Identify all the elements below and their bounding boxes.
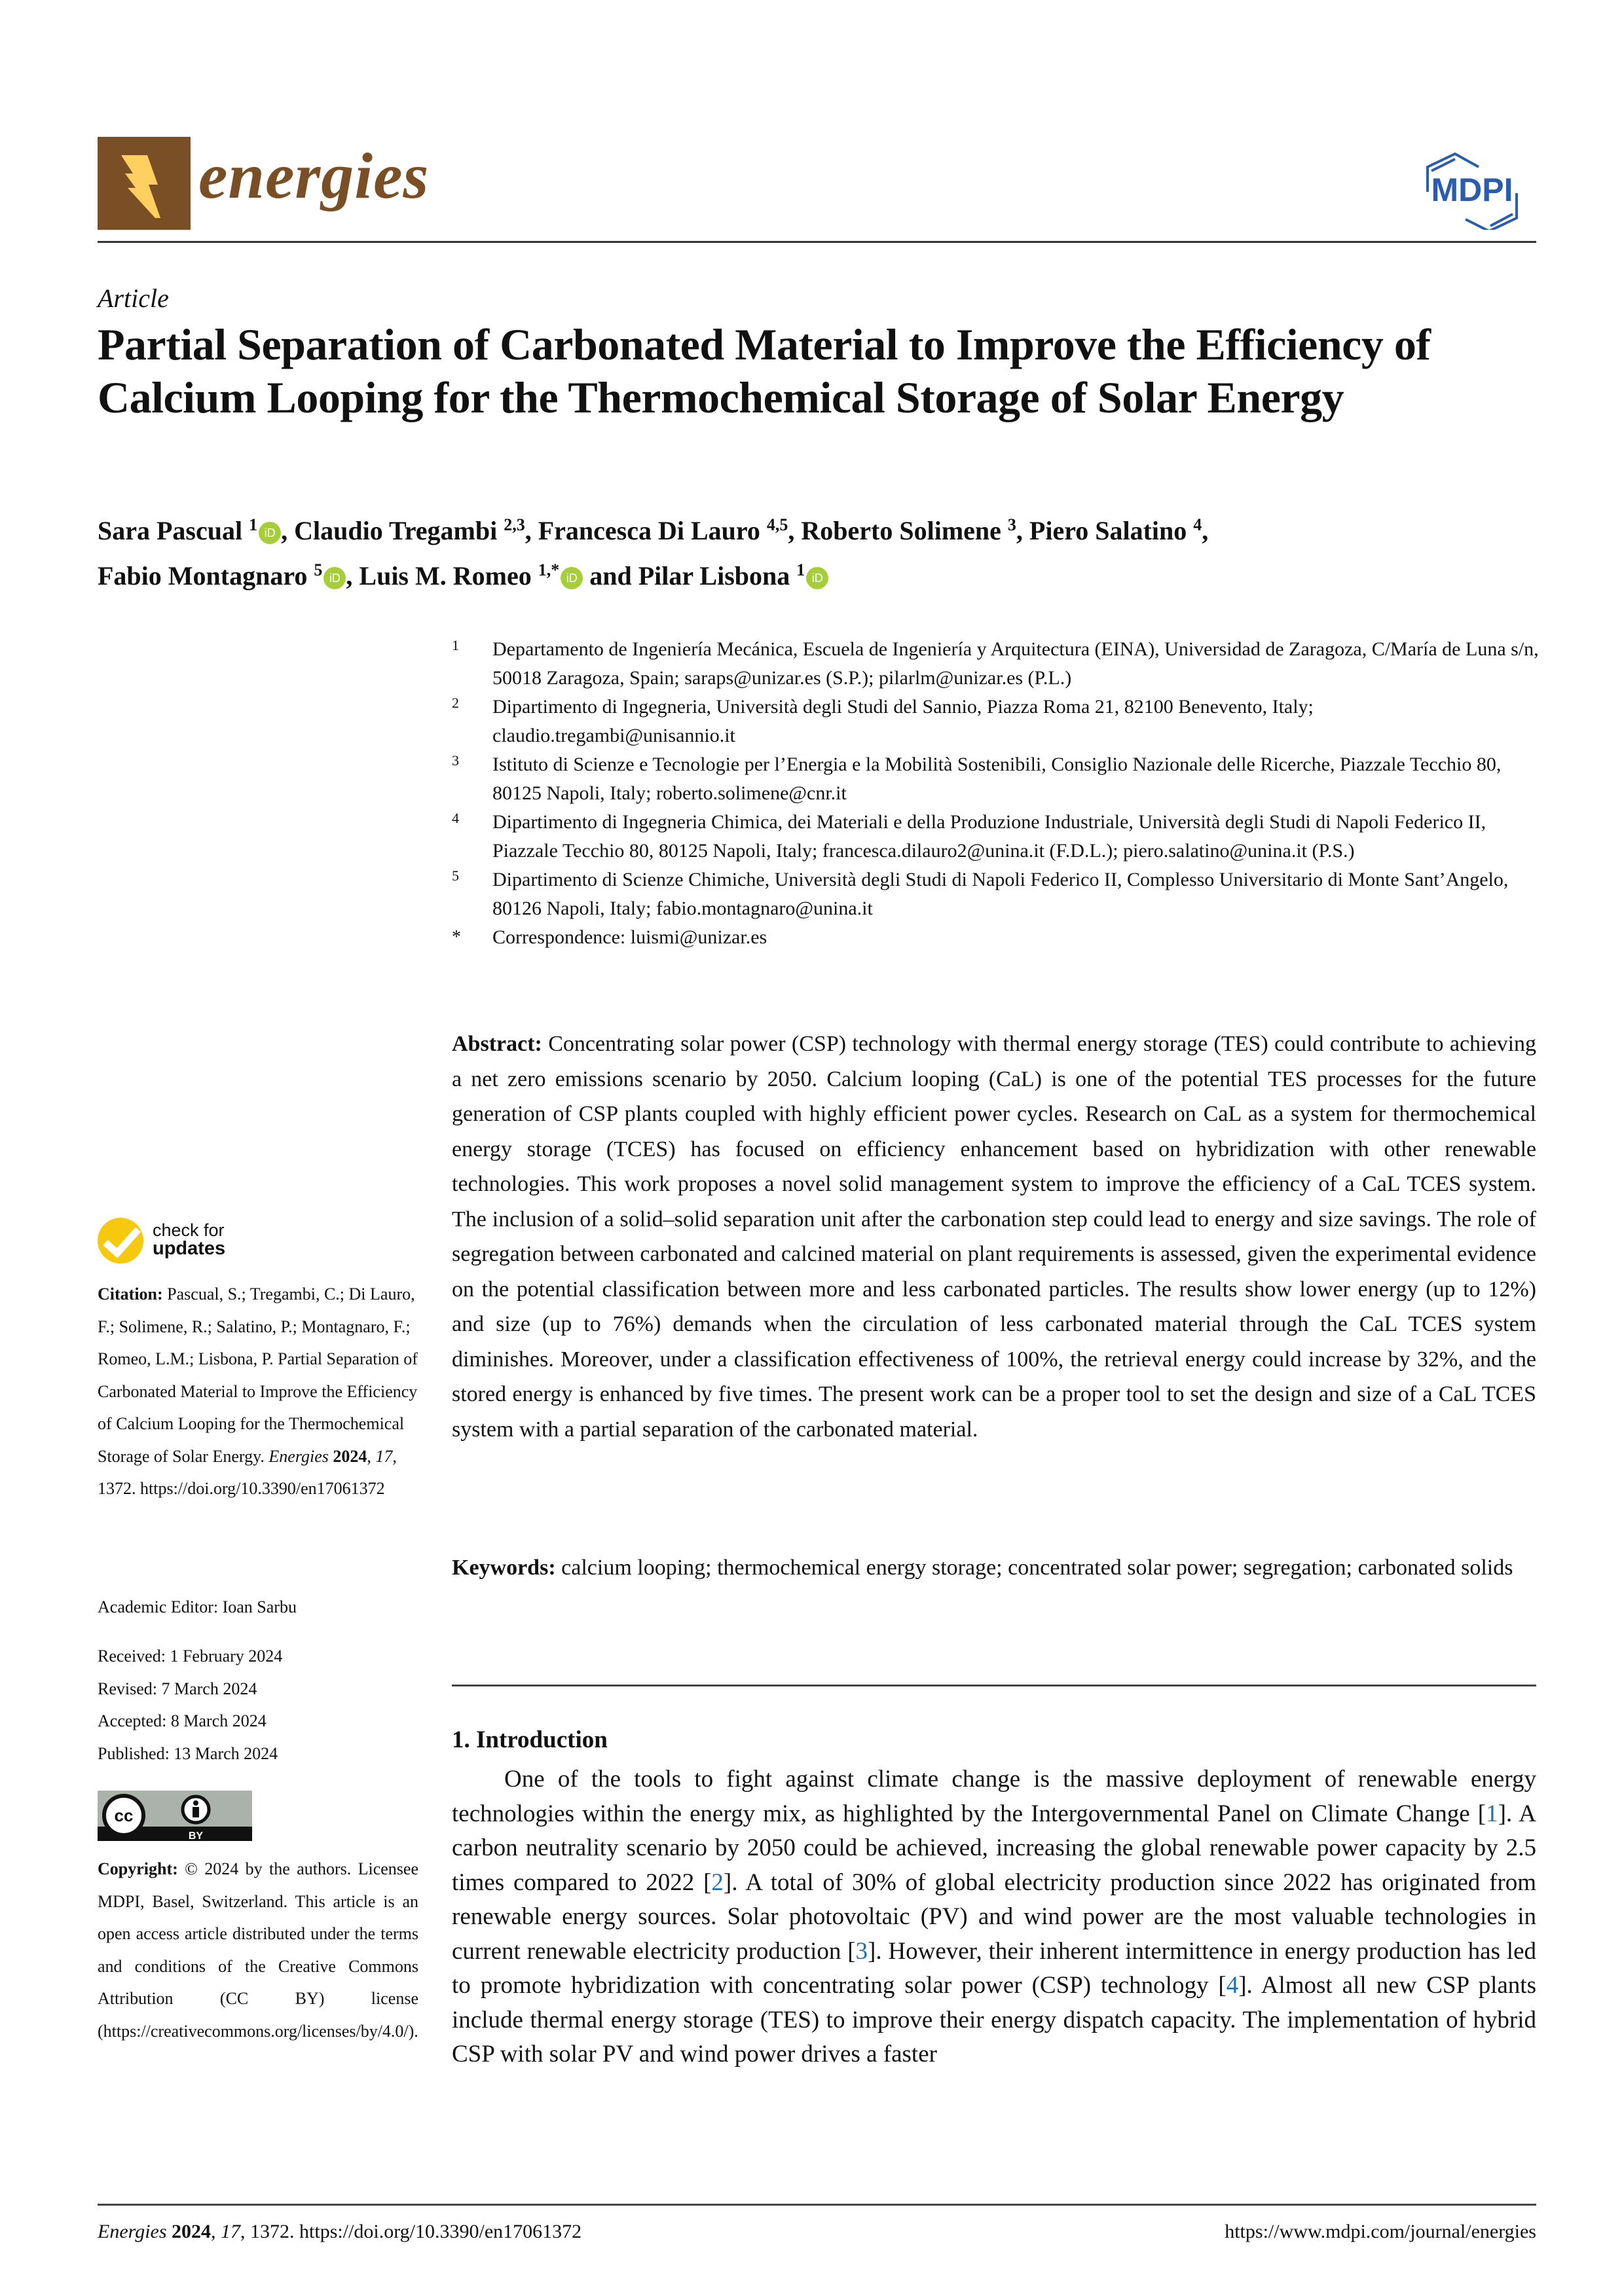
- author-affiliation-sup: 3: [1007, 515, 1016, 534]
- svg-text:BY: BY: [188, 1831, 204, 1841]
- introduction-paragraph: One of the tools to fight against climate change is the massive deployment of renewable energy technologies within the energy mix, as highlighted by the Intergovernmental Panel on Climate Change [1]. A carbon neutrality scenario by 2050 could be achieved, increasing the global renewable power capacity by 2.5 times compared to 2022 [2]. A total of 30% of global electricity production since 2022 has originated from renewable energy sources. Solar photovoltaic (PV) and wind power are the most valuable technologies in current renewable electricity production [3]. However, their inherent intermittence in energy production has led to promote hybridization with concentrating solar power (CSP) technology [4]. Almost all new CSP plants include thermal energy storage (TES) to improve their energy dispatch capacity. The implementation of hybrid CSP with solar PV and wind power drives a faster: [452, 1766, 1536, 2068]
- check-for-updates-badge[interactable]: [98, 1218, 294, 1270]
- citation-label: Citation:: [98, 1285, 163, 1303]
- affiliation-item: [452, 923, 1539, 952]
- section-divider: [452, 1685, 1536, 1686]
- copyright-label: Copyright:: [98, 1859, 178, 1878]
- abstract-label: Abstract:: [452, 1032, 542, 1056]
- affiliation-item: [452, 693, 1539, 750]
- author-affiliation-sup: 1: [796, 560, 805, 579]
- affiliation-number: 5: [452, 867, 459, 884]
- citation-volume: 17: [375, 1446, 393, 1466]
- checkmark-circle-icon: [98, 1218, 143, 1264]
- affiliation-number: 1: [452, 637, 459, 653]
- svg-text:MDPI: MDPI: [1431, 172, 1513, 208]
- citation-text: Pascual, S.; Tregambi, C.; Di Lauro, F.; Solimene, R.; Salatino, P.; Montagnaro, F.; Romeo, L.M.; Lisbona, P. Partial Separation of Carbonated Material to Improve the Efficiency of Calcium Looping for the Thermochemical Storage of Solar Energy.: [98, 1285, 418, 1466]
- keywords: [452, 1550, 1536, 1585]
- author-name: Luis M. Romeo: [359, 561, 538, 591]
- affiliation-text: Correspondence: luismi@unizar.es: [492, 926, 767, 948]
- author-affiliation-sup: 4,5: [766, 515, 788, 534]
- footer-doi[interactable]: , 1372. https://doi.org/10.3390/en17061372: [240, 2221, 582, 2242]
- abstract: [452, 1027, 1536, 1447]
- affiliation-text: Dipartimento di Ingegneria Chimica, dei Materiali e della Produzione Industriale, Università degli Studi di Napoli Federico II, Piazzale Tecchio 80, 80125 Napoli, Italy; francesca.dilauro2@unina.it (F.D.L.); piero.salatino@unina.it (P.S.): [492, 811, 1486, 862]
- svg-text:cc: cc: [114, 1806, 134, 1825]
- author-name: Roberto Solimene: [801, 516, 1008, 545]
- affiliation-item: [452, 808, 1539, 866]
- author-affiliation-sup: 4: [1193, 515, 1202, 534]
- affiliation-text: Dipartimento di Scienze Chimiche, Università degli Studi di Napoli Federico II, Complesso Universitario di Monte Sant’Angelo, 80126 Napoli, Italy; fabio.montagnaro@unina.it: [492, 869, 1509, 919]
- header-divider: [98, 241, 1536, 243]
- reference-link[interactable]: 2: [711, 1868, 724, 1896]
- academic-editor: Academic Editor: Ioan Sarbu: [98, 1597, 297, 1616]
- affiliation-number: 3: [452, 752, 459, 769]
- orcid-icon[interactable]: iD: [806, 567, 828, 589]
- date-accepted: Accepted: 8 March 2024: [98, 1711, 267, 1730]
- orcid-icon[interactable]: iD: [259, 522, 281, 544]
- author-name: Sara Pascual: [98, 516, 249, 545]
- abstract-text: Concentrating solar power (CSP) technology with thermal energy storage (TES) could contribute to achieving a net zero emissions scenario by 2050. Calcium looping (CaL) is one of the potential TES processes for the future generation of CSP plants coupled with highly efficient power cycles. Research on CaL as a system for thermochemical energy storage (TCES) has focused on efficiency enhancement based on hybridization with other renewable technologies. This work proposes a novel solid management system to improve the efficiency of a CaL TCES system. The inclusion of a solid–solid separation unit after the carbonation step could lead to energy and size savings. The role of segregation between carbonated and calcined material on plant requirements is assessed, given the experimental evidence on the potential classification between more and less carbonated particles. The results show lower energy (up to 12%) and size (up to 76%) demands when the circulation of less carbonated material through the CaL TCES system diminishes. Moreover, under a classification effectiveness of 100%, the retrieval energy could increase by 32%, and the stored energy is enhanced by five times. The present work can be a proper tool to set the design and size of a CaL TCES system with a partial separation of the carbonated material.: [452, 1032, 1537, 1442]
- author-name: Claudio Tregambi: [294, 516, 504, 545]
- mdpi-logo-icon[interactable]: [1413, 151, 1531, 230]
- reference-link[interactable]: 4: [1226, 1972, 1239, 1999]
- affiliation-item: [452, 866, 1539, 923]
- citation-block: Citation: Pascual, S.; Tregambi, C.; Di Lauro, F.; Solimene, R.; Salatino, P.; Montagnaro, F.; Romeo, L.M.; Lisbona, P. Partial Separation of Carbonated Material to Improve the Efficiency of Calcium Looping for the Thermochemical Storage of Solar Energy. Energies 2024, 17, 1372. https://doi.org/10.3390/en17061372: [98, 1285, 418, 1498]
- author-list: Sara Pascual $^1$ iD , Claudio Tregambi $^{2,3}$, Francesca Di Lauro $^{4,5}$, Roberto Solimene $^3$, Piero Salatino $^4$, Fabio Montagnaro $^5$ iD , Luis M. Romeo $^{1,*}$ iD and Pilar Lisbona $^1$ iD: [98, 515, 1209, 591]
- orcid-icon[interactable]: iD: [323, 567, 346, 589]
- affiliation-number: 4: [452, 810, 459, 826]
- affiliation-number: 2: [452, 695, 459, 711]
- author-name: Francesca Di Lauro: [538, 516, 767, 545]
- section-title-introduction: 1. Introduction: [452, 1726, 608, 1753]
- journal-header: [98, 137, 1536, 242]
- footer-citation: Energies 2024, 17, 1372. https://doi.org/10.3390/en17061372: [98, 2221, 582, 2242]
- footer-divider: [98, 2204, 1536, 2206]
- publication-dates: [98, 1640, 418, 1770]
- author-affiliation-sup: 1,*: [538, 560, 560, 579]
- copyright-text: © 2024 by the authors. Licensee MDPI, Basel, Switzerland. This article is an open access article distributed under the terms and conditions of the Creative Commons Attribution (CC BY) license (https://creativecommons.org/licenses/by/4.0/).: [98, 1859, 419, 2041]
- journal-logo[interactable]: [98, 137, 191, 230]
- reference-link[interactable]: 1: [1486, 1800, 1498, 1827]
- citation-journal: Energies: [268, 1446, 329, 1466]
- footer-journal: Energies: [98, 2221, 167, 2242]
- keywords-text: calcium looping; thermochemical energy storage; concentrated solar power; segregation; carbonated solids: [561, 1556, 1513, 1580]
- article-title: Partial Separation of Carbonated Material to Improve the Efficiency of Calcium Looping for the Thermochemical Storage of Solar Energy: [98, 319, 1431, 422]
- copyright-block: [98, 1853, 418, 2047]
- author-affiliation-sup: 5: [314, 560, 323, 579]
- affiliation-item: [452, 750, 1539, 808]
- author-name: Pilar Lisbona: [638, 561, 797, 591]
- footer-year: 2024: [172, 2221, 212, 2242]
- lightning-bolt-icon: [98, 137, 191, 230]
- date-revised: Revised: 7 March 2024: [98, 1679, 257, 1698]
- author-name: Piero Salatino: [1029, 516, 1194, 545]
- author-affiliation-sup: 1: [249, 515, 258, 534]
- footer-volume: 17: [221, 2221, 241, 2242]
- affiliation-text: Departamento de Ingeniería Mecánica, Escuela de Ingeniería y Arquitectura (EINA), Universidad de Zaragoza, C/María de Luna s/n, 50018 Zaragoza, Spain; saraps@unizar.es (S.P.); pilarlm@unizar.es (P.L.): [492, 638, 1539, 689]
- orcid-icon[interactable]: iD: [561, 567, 583, 589]
- affiliation-text: Dipartimento di Ingegneria, Università degli Studi del Sannio, Piazza Roma 21, 82100 Benevento, Italy; claudio.tregambi@unisannio.it: [492, 696, 1314, 746]
- author-name: Fabio Montagnaro: [98, 561, 314, 591]
- date-received: Received: 1 February 2024: [98, 1647, 283, 1666]
- cc-by-license-icon[interactable]: [98, 1791, 252, 1841]
- citation-page: 1372.: [98, 1479, 136, 1498]
- footer-journal-url[interactable]: https://www.mdpi.com/journal/energies: [1225, 2221, 1536, 2242]
- journal-name: energies: [198, 139, 430, 212]
- date-published: Published: 13 March 2024: [98, 1743, 278, 1763]
- citation-year: 2024: [333, 1446, 367, 1466]
- affiliation-number: *: [452, 927, 461, 947]
- affiliation-item: [452, 635, 1539, 693]
- reference-link[interactable]: 3: [855, 1937, 868, 1965]
- article-type: Article: [98, 283, 169, 313]
- citation-doi-link[interactable]: https://doi.org/10.3390/en17061372: [140, 1479, 385, 1498]
- affiliation-text: Istituto di Scienze e Tecnologie per l’Energia e la Mobilità Sostenibili, Consiglio Nazionale delle Ricerche, Piazzale Tecchio 80, 80125 Napoli, Italy; roberto.solimene@cnr.it: [492, 754, 1502, 804]
- author-affiliation-sup: 2,3: [504, 515, 525, 534]
- check-for-label: check for: [153, 1220, 225, 1240]
- affiliations: [452, 635, 1539, 952]
- keywords-label: Keywords:: [452, 1556, 556, 1580]
- updates-label: updates: [153, 1238, 226, 1259]
